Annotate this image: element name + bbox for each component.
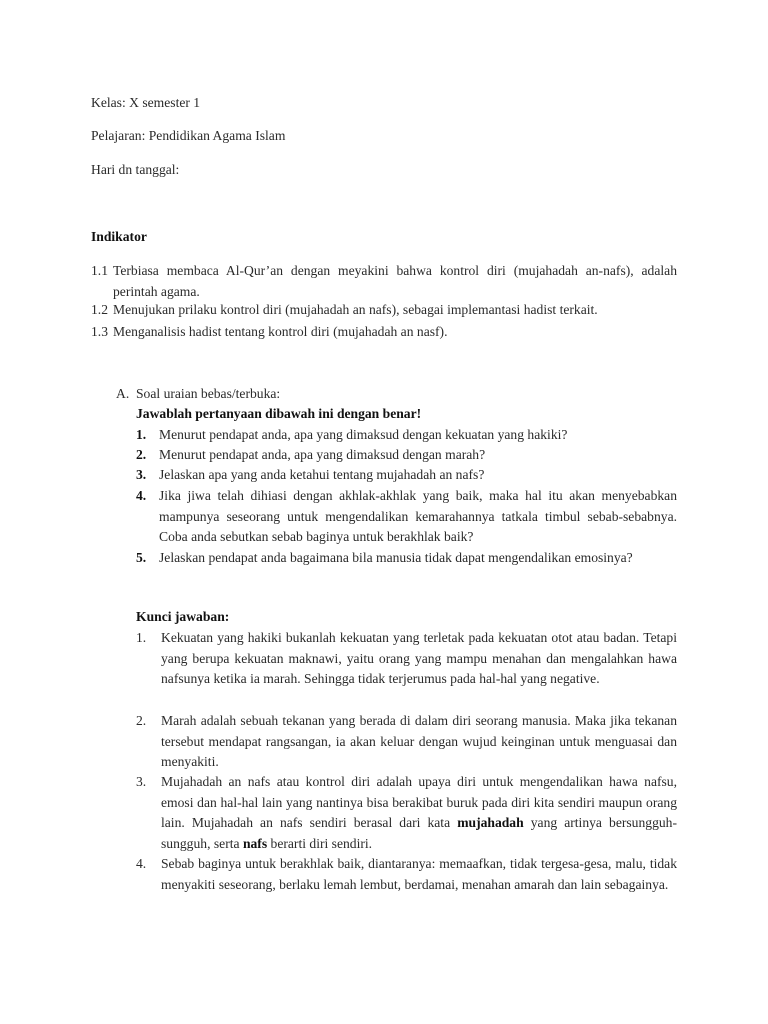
answer-number: 2. — [136, 713, 147, 728]
answer-number: 4. — [136, 856, 147, 871]
section-title: Soal uraian bebas/terbuka: — [136, 386, 281, 401]
indikator-item: Menujukan prilaku kontrol diri (mujahadah an nafs), sebagai implemantasi hadist terkait. — [113, 302, 598, 317]
indikator-number: 1.2 — [91, 302, 108, 317]
bold-term-mujahadah: mujahadah — [457, 815, 524, 831]
question-text: Jika jiwa telah dihiasi dengan akhlak-akhlak yang baik, maka hal itu akan menyebabkan mampunya seseorang untuk mengendalikan kemarahannya tatkala timbul sebab-sebabnya. Coba anda sebutkan sebab baginya untuk berakhlak baik? — [159, 488, 677, 545]
answer-number: 1. — [136, 630, 147, 645]
question-number: 2. — [136, 447, 147, 462]
answer-text-part: yang artinya bersungguh-sungguh, serta — [161, 815, 677, 851]
question-number: 4. — [136, 488, 147, 503]
answer-text-part: berarti diri sendiri. — [267, 835, 373, 851]
question-text: Jelaskan pendapat anda bagaimana bila manusia tidak dapat mengendalikan emosinya? — [159, 550, 633, 565]
hari-tanggal-line: Hari dn tanggal: — [91, 162, 180, 177]
answer-text — [161, 772, 677, 854]
indikator-item: Menganalisis hadist tentang kontrol diri (mujahadah an nasf). — [113, 324, 448, 339]
question-number: 3. — [136, 467, 147, 482]
indikator-item: Terbiasa membaca Al-Qur’an dengan meyakini bahwa kontrol diri (mujahadah an-nafs), adalah perintah agama. — [113, 263, 677, 299]
instruction-text: Jawablah pertanyaan dibawah ini dengan benar! — [136, 406, 422, 421]
question-text: Menurut pendapat anda, apa yang dimaksud dengan marah? — [159, 447, 486, 462]
indikator-number: 1.1 — [91, 263, 108, 278]
answer-text: Sebab baginya untuk berakhlak baik, diantaranya: memaafkan, tidak tergesa-gesa, malu, tidak menyakiti seseorang, berlaku lemah lembut, berdamai, menahan amarah dan lain sebagainya. — [161, 856, 677, 892]
indikator-heading: Indikator — [91, 229, 147, 244]
question-text: Menurut pendapat anda, apa yang dimaksud dengan kekuatan yang hakiki? — [159, 427, 568, 442]
answer-text: Marah adalah sebuah tekanan yang berada di dalam diri seorang manusia. Maka jika tekanan tersebut mendapat rangsangan, ia akan keluar dengan wujud keinginan untuk menguasai dan menyakiti. — [161, 713, 677, 770]
answer-number: 3. — [136, 774, 147, 789]
indikator-number: 1.3 — [91, 324, 108, 339]
question-text: Jelaskan apa yang anda ketahui tentang mujahadah an nafs? — [159, 467, 485, 482]
question-number: 1. — [136, 427, 147, 442]
answer-text-part: Mujahadah an nafs atau kontrol diri adalah upaya diri untuk mengendalikan hawa nafsu, emosi dan hal-hal lain yang nantinya bisa berakibat buruk pada diri kita sendiri maupun orang lain. Mujahadah an nafs sendiri berasal dari kata — [161, 774, 677, 831]
answer-text: Kekuatan yang hakiki bukanlah kekuatan yang terletak pada kekuatan otot atau badan. Tetapi yang berupa kekuatan maknawi, yaitu orang yang mampu menahan dan mengalahkan hawa nafsunya ketika ia marah. Sehingga tidak terjerumus pada hal-hal yang negative. — [161, 630, 677, 687]
bold-term-nafs: nafs — [242, 835, 268, 851]
kelas-line: Kelas: X semester 1 — [91, 95, 201, 110]
section-letter: A. — [116, 386, 130, 401]
kunci-heading: Kunci jawaban: — [136, 609, 230, 624]
pelajaran-line: Pelajaran: Pendidikan Agama Islam — [91, 128, 286, 143]
question-number: 5. — [136, 550, 147, 565]
